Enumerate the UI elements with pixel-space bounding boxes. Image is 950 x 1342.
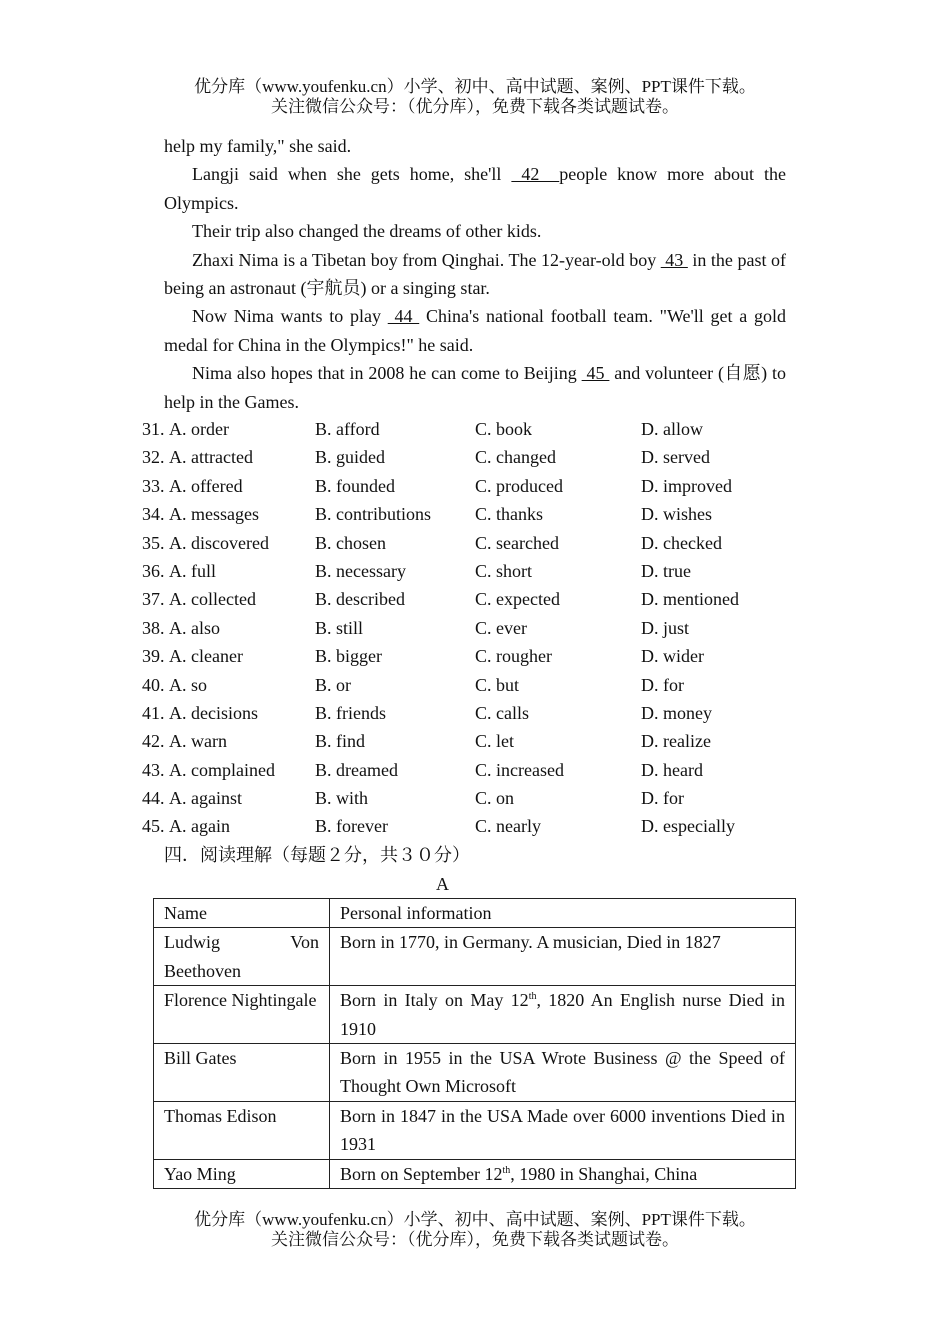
- option-d: D. just: [641, 617, 690, 638]
- passage-text: China's national football team. "We'll get a gold medal for China in the Olympics!" he said.: [164, 306, 786, 355]
- option-a: A. also: [169, 617, 220, 638]
- info-table: [153, 898, 796, 1189]
- option-c: C. searched: [475, 532, 559, 553]
- option-c: C. let: [475, 731, 514, 752]
- option-c: C. book: [475, 419, 533, 439]
- option-a: A. warn: [169, 731, 227, 752]
- option-a: A. again: [169, 816, 230, 837]
- option-row: [142, 642, 842, 670]
- option-b: B. described: [315, 589, 405, 610]
- option-d: D. allow: [641, 419, 703, 439]
- option-b: B. necessary: [315, 560, 406, 581]
- option-a: A. against: [169, 788, 242, 809]
- option-b: B. contributions: [315, 504, 431, 525]
- option-a: A. offered: [169, 475, 243, 496]
- page-header: [0, 77, 950, 117]
- passage-paragraph: [164, 302, 786, 359]
- option-b: B. find: [315, 731, 366, 752]
- option-row: [142, 529, 842, 557]
- header-line-2: 关注微信公众号：（优分库），免费下载各类试题试卷。: [271, 97, 679, 116]
- options-list: [142, 415, 842, 841]
- option-c: C. calls: [475, 702, 529, 723]
- section-letter: A: [436, 874, 449, 894]
- option-a: A. full: [169, 560, 216, 581]
- option-d: D. checked: [641, 532, 722, 553]
- option-c: C. short: [475, 560, 533, 581]
- option-b: B. or: [315, 674, 351, 695]
- person-name-cell: Yao Ming: [154, 1159, 330, 1188]
- table-row: [154, 1159, 796, 1188]
- option-a: A. collected: [169, 589, 256, 610]
- option-a: A. decisions: [169, 702, 258, 723]
- option-d: D. money: [641, 702, 712, 723]
- blank-43: 43: [660, 249, 688, 270]
- question-number: 33.: [142, 475, 165, 496]
- option-c: C. but: [475, 674, 520, 695]
- option-row: [142, 812, 842, 840]
- option-row: [142, 756, 842, 784]
- person-name-cell: Florence Nightingale: [154, 986, 330, 1044]
- option-row: [142, 500, 842, 528]
- info-text: Born on September 12: [340, 1163, 503, 1184]
- option-c: C. expected: [475, 589, 560, 610]
- table-row: [154, 928, 796, 986]
- passage-text: Now Nima wants to play: [192, 306, 388, 327]
- option-row: [142, 472, 842, 500]
- option-c: C. ever: [475, 617, 527, 638]
- question-number: 37.: [142, 589, 165, 610]
- table-row: [154, 1044, 796, 1102]
- passage-paragraph: Their trip also changed the dreams of other kids.: [192, 221, 542, 242]
- table-row: [154, 986, 796, 1044]
- question-number: 36.: [142, 560, 165, 581]
- blank-44: 44: [387, 306, 420, 327]
- passage-text: and volunteer (自愿) to help in the Games.: [164, 363, 787, 412]
- passage-text: Zhaxi Nima is a Tibetan boy from Qinghai. The 12-year-old boy: [192, 249, 661, 270]
- option-a: A. messages: [169, 504, 259, 525]
- person-name-cell: Bill Gates: [154, 1044, 330, 1102]
- option-a: A. so: [169, 674, 208, 695]
- question-number: 43.: [142, 759, 165, 780]
- person-name-cell: Thomas Edison: [154, 1101, 330, 1159]
- option-c: C. thanks: [475, 504, 544, 525]
- option-row: [142, 671, 842, 699]
- option-row: [142, 727, 842, 755]
- option-row: [142, 443, 842, 471]
- person-info-cell: Born in 1847 in the USA Made over 6000 inventions Died in 1931: [330, 1101, 796, 1159]
- passage-text: Langji said when she gets home, she'll: [192, 164, 512, 185]
- option-d: D. served: [641, 447, 710, 468]
- option-b: B. with: [315, 788, 369, 809]
- info-text: , 1820 An English nurse Died in 1910: [340, 990, 785, 1039]
- person-info-cell: Born in 1770, in Germany. A musician, Died in 1827: [330, 928, 796, 986]
- person-info-cell: Born in 1955 in the USA Wrote Business @ the Speed of Thought Own Microsoft: [330, 1044, 796, 1102]
- ordinal-suffix: th: [528, 991, 537, 1003]
- blank-42: 42: [511, 164, 560, 185]
- ordinal-suffix: th: [502, 1164, 511, 1176]
- option-b: B. bigger: [315, 646, 382, 667]
- option-b: B. afford: [315, 419, 380, 439]
- option-d: D. wider: [641, 646, 704, 667]
- option-c: C. on: [475, 788, 515, 809]
- passage-paragraph: [164, 246, 786, 303]
- passage-paragraph: [164, 160, 786, 217]
- question-number: 31.: [142, 419, 165, 439]
- option-b: B. chosen: [315, 532, 386, 553]
- option-b: B. founded: [315, 475, 395, 496]
- question-number: 40.: [142, 674, 165, 695]
- option-row: [142, 614, 842, 642]
- option-d: D. true: [641, 560, 691, 581]
- option-c: C. changed: [475, 447, 556, 468]
- option-d: D. heard: [641, 759, 703, 780]
- question-number: 45.: [142, 816, 165, 837]
- table-header-cell: Name: [154, 899, 330, 928]
- passage-paragraph: help my family," she said.: [164, 136, 352, 156]
- option-b: B. guided: [315, 447, 385, 468]
- question-number: 34.: [142, 504, 165, 525]
- option-b: B. still: [315, 617, 364, 638]
- page-footer: [0, 1210, 950, 1250]
- option-a: A. attracted: [169, 447, 253, 468]
- blank-45: 45: [581, 363, 610, 384]
- table-header-cell: Personal information: [330, 899, 796, 928]
- passage-text: Nima also hopes that in 2008 he can come to Beijing: [192, 363, 582, 384]
- option-b: B. friends: [315, 702, 386, 723]
- question-number: 32.: [142, 447, 165, 468]
- option-b: B. forever: [315, 816, 388, 837]
- info-text: , 1980 in Shanghai, China: [510, 1163, 698, 1184]
- person-info-cell: [330, 986, 796, 1044]
- option-d: D. wishes: [641, 504, 712, 525]
- option-c: C. nearly: [475, 816, 541, 837]
- passage-text: people know more about the Olympics.: [164, 164, 786, 213]
- question-number: 44.: [142, 788, 165, 809]
- option-a: A. discovered: [169, 532, 269, 553]
- option-d: D. especially: [641, 816, 735, 837]
- option-row: [142, 585, 842, 613]
- option-d: D. realize: [641, 731, 711, 752]
- question-number: 42.: [142, 731, 165, 752]
- passage-text: in the past of being an astronaut (宇航员) or a singing star.: [164, 249, 786, 299]
- option-a: A. complained: [169, 759, 275, 780]
- option-a: A. cleaner: [169, 646, 243, 667]
- header-line-1: 优分库（www.youfenku.cn）小学、初中、高中试题、案例、PPT课件下载。: [194, 77, 756, 96]
- section-heading: 四．阅读理解（每题２分，共３０分）: [164, 845, 470, 865]
- option-row: [142, 784, 842, 812]
- option-a: A. order: [169, 419, 229, 439]
- person-name-cell: Ludwig Von Beethoven: [154, 928, 330, 986]
- info-text: Born in Italy on May 12: [340, 990, 529, 1011]
- option-d: D. for: [641, 788, 684, 809]
- question-number: 41.: [142, 702, 165, 723]
- option-row: [142, 699, 842, 727]
- passage-paragraph: [164, 359, 786, 416]
- table-header-row: [154, 899, 796, 928]
- question-number: 35.: [142, 532, 165, 553]
- option-d: D. for: [641, 674, 684, 695]
- option-c: C. increased: [475, 759, 564, 780]
- table-row: [154, 1101, 796, 1159]
- option-d: D. mentioned: [641, 589, 739, 610]
- person-info-cell: [330, 1159, 796, 1188]
- option-c: C. produced: [475, 475, 563, 496]
- option-row: [142, 415, 842, 443]
- option-b: B. dreamed: [315, 759, 398, 780]
- question-number: 39.: [142, 646, 165, 667]
- footer-line-2: 关注微信公众号：（优分库），免费下载各类试题试卷。: [271, 1230, 679, 1249]
- cloze-passage: [164, 132, 786, 416]
- option-c: C. rougher: [475, 646, 552, 667]
- footer-line-1: 优分库（www.youfenku.cn）小学、初中、高中试题、案例、PPT课件下载。: [194, 1210, 756, 1229]
- option-d: D. improved: [641, 475, 732, 496]
- question-number: 38.: [142, 617, 165, 638]
- option-row: [142, 557, 842, 585]
